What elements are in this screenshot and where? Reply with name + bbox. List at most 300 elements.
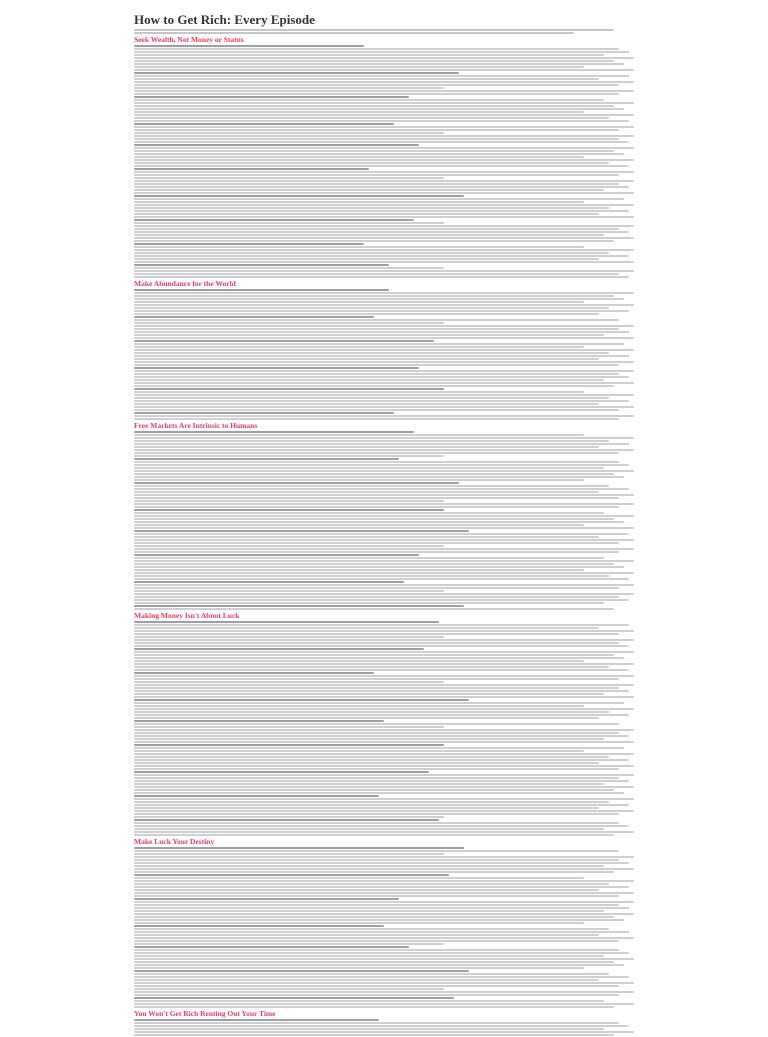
subheading-line [134,997,454,999]
text-line [134,488,629,490]
text-line [134,853,444,855]
text-line [134,506,619,508]
text-line [134,994,619,996]
text-line [134,717,599,719]
text-line [134,783,604,785]
text-line [134,916,614,918]
text-line [134,922,584,924]
subheading-line [134,195,464,197]
text-line [134,979,599,981]
text-line [134,774,634,776]
text-line [134,135,634,137]
text-line [134,63,624,65]
text-line [134,276,629,278]
text-line [134,111,584,113]
text-line [134,961,614,963]
subheading-line [134,96,409,98]
text-line [134,871,614,873]
text-line [134,446,599,448]
text-line [134,551,619,553]
text-line [134,801,609,803]
text-line [134,93,619,95]
text-line [134,455,444,457]
text-line [134,645,629,647]
text-line [134,210,629,212]
text-line [134,231,629,233]
text-line [134,198,624,200]
text-line [134,705,584,707]
text-line [134,657,624,659]
text-line [134,99,604,101]
text-line [134,982,634,984]
text-line [134,403,599,405]
text-line [134,1006,614,1008]
text-line [134,663,634,665]
text-line [134,985,619,987]
text-line [134,557,604,559]
subheading-line [134,458,399,460]
text-line [134,521,624,523]
text-line [134,883,609,885]
section-body [134,289,634,420]
text-line [134,753,634,755]
text-line [134,189,604,191]
subheading-line [134,367,419,369]
text-line [134,949,619,951]
text-line [134,765,634,767]
text-line [134,120,629,122]
subheading-line [134,45,364,47]
text-line [134,249,634,251]
text-line [134,533,629,535]
text-line [134,500,444,502]
text-line [134,452,619,454]
text-line [134,856,634,858]
text-line [134,726,444,728]
text-line [134,1028,604,1030]
text-line [134,850,619,852]
text-line [134,931,629,933]
subheading-line [134,672,374,674]
text-line [134,322,444,324]
text-line [134,777,619,779]
text-line [134,213,599,215]
subheading-line [134,699,469,701]
text-line [134,295,614,297]
text-line [134,602,604,604]
text-line [134,813,619,815]
text-line [134,988,444,990]
text-line [134,729,634,731]
text-line [134,539,634,541]
text-line [134,587,619,589]
text-line [134,928,609,930]
text-line [134,349,634,351]
text-line [134,437,634,439]
text-line [134,503,634,505]
text-line [134,834,614,836]
text-line [134,810,634,812]
text-line [134,575,609,577]
subheading-line [134,621,439,623]
text-line [134,545,444,547]
text-line [134,105,614,107]
subheading-line [134,1019,379,1021]
text-line [134,494,634,496]
text-line [134,141,629,143]
text-line [134,114,634,116]
text-line [134,87,444,89]
text-line [134,385,614,387]
text-line [134,165,629,167]
section-heading: Making Money Isn't About Luck [134,611,240,620]
subheading-line [134,819,439,821]
text-line [134,627,599,629]
text-line [134,319,619,321]
text-line [134,117,609,119]
text-line [134,159,634,161]
text-line [134,298,624,300]
text-line [134,150,614,152]
text-line [134,292,634,294]
text-line [134,512,604,514]
article-title: How to Get Rich: Every Episode [134,12,315,27]
text-line [134,75,629,77]
subheading-line [134,219,414,221]
text-line [134,569,584,571]
subheading-line [134,144,419,146]
text-line [134,234,604,236]
text-line [134,895,619,897]
text-line [134,261,634,263]
text-line [134,174,619,176]
text-line [134,258,599,260]
text-line [134,391,584,393]
subheading-line [134,168,369,170]
text-line [134,240,614,242]
text-line [134,331,629,333]
text-line [134,51,629,53]
section-heading: Make Luck Your Destiny [134,837,215,846]
text-line [134,696,634,698]
top-navigation [682,1,712,7]
text-line [134,346,584,348]
text-line [134,768,619,770]
text-line [134,859,619,861]
text-line [134,66,584,68]
text-line [134,907,629,909]
text-line [134,578,629,580]
text-line [134,301,584,303]
text-line [134,313,599,315]
text-line [134,171,634,173]
section-heading: You Won't Get Rich Renting Out Your Time [134,1009,276,1018]
text-line [134,204,634,206]
text-line [134,352,609,354]
text-line [134,222,444,224]
text-line [134,624,629,626]
text-line [134,738,604,740]
text-line [134,129,619,131]
text-line [134,584,634,586]
text-line [134,355,629,357]
text-line [134,479,584,481]
text-line [134,343,624,345]
text-line [134,937,634,939]
section-heading: Seek Wealth, Not Money or Status [134,35,244,44]
text-line [134,186,629,188]
text-line [134,464,629,466]
text-line [134,651,634,653]
text-line [134,48,619,50]
text-line [134,654,614,656]
text-line [134,666,609,668]
subheading-line [134,581,404,583]
text-line [134,608,614,610]
subheading-line [134,648,424,650]
text-line [134,325,634,327]
text-line [134,138,619,140]
text-line [134,964,624,966]
text-line [134,270,634,272]
text-line [134,497,619,499]
text-line [134,792,624,794]
subheading-line [134,340,434,342]
text-line [134,255,629,257]
subheading-line [134,605,464,607]
text-line [134,376,629,378]
section-body [134,847,634,1008]
text-line [134,192,634,194]
text-line [134,267,444,269]
text-line [134,337,634,339]
text-line [134,943,444,945]
subheading-line [134,482,459,484]
text-line [134,207,609,209]
text-line [134,747,624,749]
subheading-line [134,388,444,390]
subheading-line [134,123,394,125]
text-line [134,1031,634,1033]
text-line [134,418,619,420]
subheading-line [134,771,429,773]
text-line [134,126,634,128]
subheading-line [134,316,374,318]
subheading-line [134,72,459,74]
text-line [134,252,609,254]
text-line [134,1003,634,1005]
text-line [134,862,629,864]
subheading-line [134,509,444,511]
text-line [134,364,619,366]
subheading-line [134,720,384,722]
subheading-line [134,847,464,849]
subheading-line [134,243,364,245]
text-line [134,955,604,957]
text-line [134,967,584,969]
text-line [134,361,634,363]
text-line [134,566,624,568]
article-intro [134,29,634,34]
text-line [134,831,634,833]
text-line [134,910,604,912]
text-line [134,467,604,469]
text-line [134,485,609,487]
text-line [134,406,634,408]
text-line [134,642,619,644]
text-line [134,633,619,635]
text-line [134,449,634,451]
text-line [134,732,619,734]
text-line [134,434,584,436]
text-line [134,156,584,158]
text-line [134,822,619,824]
text-line [134,108,624,110]
text-line [134,382,634,384]
text-line [134,304,634,306]
text-line [134,678,619,680]
text-line [134,919,624,921]
text-line [134,560,634,562]
text-line [134,379,604,381]
text-line [134,69,634,71]
text-line [134,358,599,360]
text-line [134,225,634,227]
subheading-line [134,289,389,291]
text-line [134,518,614,520]
text-line [134,216,634,218]
section-heading: Free Markets Are Intrinsic to Humans [134,421,258,430]
text-line [134,397,609,399]
text-line [134,470,634,472]
text-line [134,681,444,683]
subheading-line [134,264,389,266]
text-line [134,84,619,86]
section-body [134,431,634,610]
text-line [134,798,634,800]
text-line [134,228,619,230]
text-line [134,759,629,761]
text-line [134,675,634,677]
text-line [134,991,634,993]
text-line [134,328,619,330]
text-line [134,461,619,463]
text-line [134,741,634,743]
subheading-line [134,874,449,876]
text-line [134,711,609,713]
section-body [134,1019,634,1036]
subheading-line [134,970,469,972]
text-line [134,370,634,372]
text-line [134,78,599,80]
text-line [134,162,609,164]
text-line [134,877,584,879]
text-line [134,394,634,396]
section-body [134,45,634,278]
text-line [134,1025,629,1027]
subheading-line [134,925,384,927]
text-line [134,443,629,445]
text-line [134,180,634,182]
text-line [134,825,629,827]
subheading-line [134,530,469,532]
text-line [134,723,619,725]
text-line [134,373,619,375]
text-line [134,596,619,598]
text-line [134,201,584,203]
text-line [134,237,634,239]
text-line [134,816,444,818]
text-line [134,515,634,517]
text-line [134,958,634,960]
text-line [134,807,599,809]
text-line [134,735,629,737]
text-line [134,153,624,155]
text-line [134,636,444,638]
text-line [134,147,634,149]
text-line [134,409,619,411]
text-line [134,590,444,592]
text-line [134,630,634,632]
text-line [134,563,614,565]
text-line [134,476,624,478]
text-line [134,273,619,275]
text-line [134,669,629,671]
text-line [134,599,629,601]
text-line [134,415,634,417]
text-line [134,400,629,402]
text-line [134,952,629,954]
text-line [134,714,629,716]
text-line [134,804,629,806]
section-heading: Make Abundance for the World [134,279,236,288]
text-line [134,491,599,493]
text-line [134,548,634,550]
text-line [134,702,624,704]
text-line [134,527,634,529]
text-line [134,889,599,891]
text-line [134,572,634,574]
text-line [134,310,629,312]
subheading-line [134,554,419,556]
text-line [134,973,609,975]
text-line [134,593,634,595]
text-line [134,132,444,134]
text-line [134,639,634,641]
text-line [134,183,619,185]
text-line [134,57,634,59]
text-line [134,690,629,692]
text-line [134,60,614,62]
text-line [134,886,629,888]
text-line [134,246,584,248]
text-line [134,868,634,870]
text-line [134,102,634,104]
text-line [134,880,634,882]
text-line [134,536,599,538]
section-body [134,621,634,836]
text-line [134,780,629,782]
text-line [134,440,609,442]
text-line [134,750,584,752]
subheading-line [134,412,394,414]
text-line [134,786,634,788]
text-line [134,904,619,906]
text-line [134,913,634,915]
text-line [134,542,619,544]
text-line [134,684,634,686]
text-line [134,901,634,903]
